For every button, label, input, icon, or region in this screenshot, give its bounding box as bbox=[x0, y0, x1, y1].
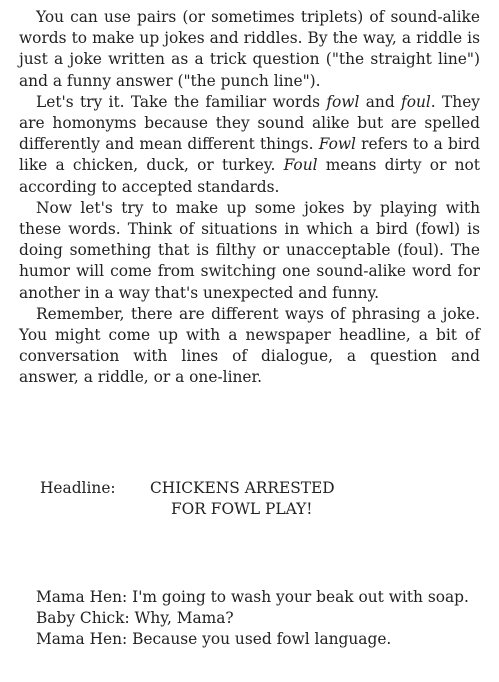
dialogue-line: Mama Hen: I'm going to wash your beak out with soap. bbox=[36, 588, 469, 606]
dialogue-example bbox=[36, 587, 476, 651]
emphasized-word: Foul bbox=[283, 156, 318, 175]
dialogue-line: Mama Hen: Because you used fowl language. bbox=[36, 630, 392, 649]
paragraph: You can use pairs (or sometimes triplets) of sound-alike words to make up jokes and riddles. By the way, a riddle is just a joke written as a trick question ("the straight line") and a funny answer ("the punch line"). bbox=[19, 8, 480, 90]
headline-label: Headline: bbox=[40, 479, 116, 497]
emphasized-word: Fowl bbox=[318, 135, 356, 154]
paragraph: Remember, there are different ways of phrasing a joke. You might come up with a newspaper headline, a bit of conversation with lines of dialogue, a question and answer, a riddle, or a one-liner. bbox=[19, 304, 480, 387]
paragraph: Now let's try to make up some jokes by playing with these words. Think of situations in which a bird (fowl) is doing something that is filthy or unacceptable (foul). The humor will come from switching one sound-alike word for another in a way that's unexpected and funny. bbox=[19, 198, 480, 302]
headline-line-1: CHICKENS ARRESTED bbox=[150, 479, 335, 497]
dialogue-line: Baby Chick: Why, Mama? bbox=[36, 609, 234, 628]
body-text bbox=[19, 7, 480, 389]
emphasized-word: foul bbox=[401, 92, 431, 111]
headline-line-2: FOR FOWL PLAY! bbox=[171, 500, 313, 518]
paragraph: Let's try it. Take the familiar words fowl and foul. They are homonyms because they sound alike but are spelled differently and mean different things. Fowl refers to a bird like a chicken, duck, or turkey. Foul means dirty or not according to accepted standards. bbox=[19, 92, 480, 196]
emphasized-word: fowl bbox=[326, 92, 360, 111]
